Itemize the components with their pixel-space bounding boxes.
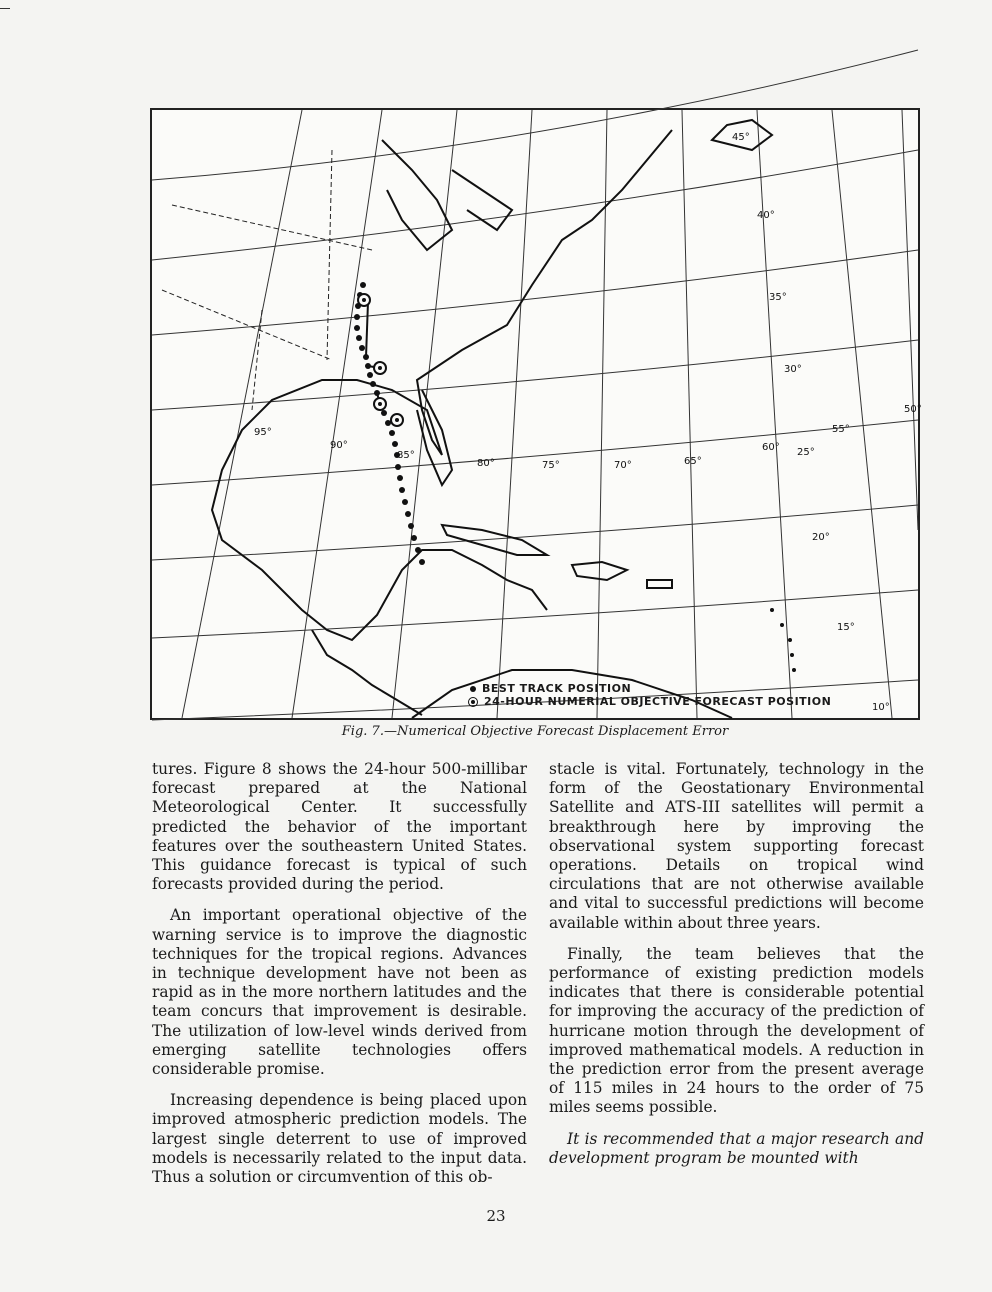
lat-label: 40° (757, 210, 775, 221)
ring-icon (468, 697, 478, 707)
best-track-positions (354, 282, 425, 565)
page-edge-mark (0, 8, 10, 9)
paragraph: Increasing dependence is being placed upon improved atmospheric prediction models. The largest single deterrent to use of improved models is necessarily related to the input data. Thus a solution or circumvention of this ob- (152, 1091, 527, 1187)
legend-item-forecast (468, 695, 831, 708)
page-number: 23 (486, 1207, 506, 1225)
forecast-positions (358, 294, 403, 426)
lat-label: 45° (732, 132, 750, 143)
dot-icon (470, 686, 476, 692)
lon-label: 85° (397, 450, 415, 461)
lon-label: 60° (762, 442, 780, 453)
legend-item-best-track (468, 682, 831, 695)
paragraph: tures. Figure 8 shows the 24-hour 500-millibar forecast prepared at the National Meteorological Center. It successfully predicted the behavior of the important features over the southeastern United States. This guidance forecast is typical of such forecasts provided during the period. (152, 760, 527, 894)
paragraph: stacle is vital. Fortunately, technology in the form of the Geostationary Environmental Satellite and ATS-III satellites will permit a breakthrough here by improving the observational system supporting forecast operations. Details on tropical wind circulations that are not otherwise available and vital to successful predictions will become available within about three years. (549, 760, 924, 932)
lat-label: 20° (812, 532, 830, 543)
legend-label: BEST TRACK POSITION (482, 682, 632, 695)
left-column (152, 760, 527, 1199)
paragraph: Finally, the team believes that the performance of existing prediction models indicates that there is considerable potential for improving the accuracy of the prediction of hurricane motion through the development of improved mathematical models. A reduction in the prediction error from the present average of 115 miles in 24 hours to the order of 75 miles seems possible. (549, 944, 924, 1117)
lat-label: 35° (769, 292, 787, 303)
paragraph: An important operational objective of the warning service is to improve the diagnostic techniques for the tropical regions. Advances in technique development have not been as rapid as in the more northern latitudes and the team concurs that improvement is desirable. The utilization of low-level winds derived from emerging satellite technologies offers considerable promise. (152, 906, 527, 1079)
lon-label: 80° (477, 458, 495, 469)
lat-label: 15° (837, 622, 855, 633)
lat-label: 30° (784, 364, 802, 375)
map-drawing (152, 110, 922, 718)
right-column (549, 760, 924, 1180)
figure-caption: Fig. 7.—Numerical Objective Forecast Displacement Error (341, 724, 729, 739)
lat-label: 10° (872, 702, 890, 713)
lat-label: 25° (797, 447, 815, 458)
hurricane-track-map (150, 108, 920, 720)
paragraph: It is recommended that a major research and development program be mounted with (549, 1129, 924, 1167)
legend-label: 24-HOUR NUMERIAL OBJECTIVE FORECAST POSITION (484, 695, 832, 708)
lon-label: 50° (904, 404, 922, 415)
lon-label: 95° (254, 427, 272, 438)
map-legend (468, 682, 831, 708)
lon-label: 70° (614, 460, 632, 471)
lon-label: 55° (832, 424, 850, 435)
lon-label: 65° (684, 456, 702, 467)
lon-label: 90° (330, 440, 348, 451)
lon-label: 75° (542, 460, 560, 471)
